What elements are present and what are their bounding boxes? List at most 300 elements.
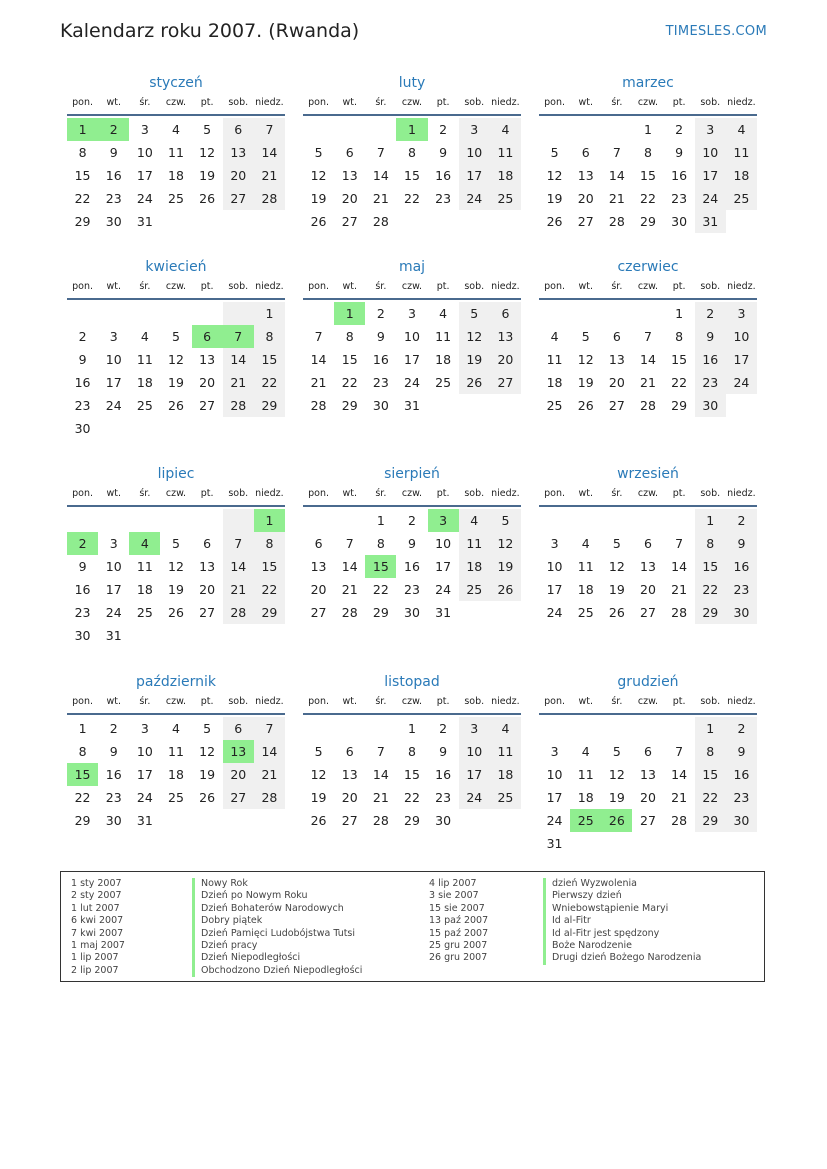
day-cell: 12 xyxy=(577,352,594,367)
day-cell: 27 xyxy=(640,813,656,828)
day-cell: 14 xyxy=(341,559,358,574)
weekday-label: pt. xyxy=(200,488,214,499)
day-cell: 2 xyxy=(78,329,87,344)
weekday-label: czw. xyxy=(637,97,659,108)
day-cell: 14 xyxy=(310,352,327,367)
legend-date: 3 sie 2007 xyxy=(429,890,479,902)
day-cell: 15 xyxy=(695,763,726,786)
day-cell: 28 xyxy=(341,605,358,620)
day-cell: 15 xyxy=(74,168,91,183)
day-cell: 14 xyxy=(372,767,389,782)
day-cell: 25 xyxy=(490,786,521,809)
day-grid xyxy=(539,717,757,855)
weekday-label: pon. xyxy=(308,488,330,499)
day-cell: 27 xyxy=(223,786,254,809)
day-cell: 2 xyxy=(726,717,757,740)
day-cell: 2 xyxy=(695,302,726,325)
weekday-label: śr. xyxy=(375,97,387,108)
day-cell: 23 xyxy=(435,790,452,805)
day-cell: 3 xyxy=(140,721,149,736)
weekday-label: śr. xyxy=(375,488,387,499)
day-cell: 14 xyxy=(223,348,254,371)
day-cell: 26 xyxy=(168,605,184,620)
empty-cell xyxy=(192,509,223,532)
weekday-label: pt. xyxy=(436,696,450,707)
empty-cell xyxy=(192,624,223,647)
empty-cell xyxy=(726,832,757,855)
day-cell: 31 xyxy=(404,398,420,413)
day-cell: 19 xyxy=(490,555,521,578)
day-cell: 16 xyxy=(726,763,757,786)
day-cell: 12 xyxy=(310,168,327,183)
day-cell: 26 xyxy=(577,398,594,413)
day-cell: 4 xyxy=(550,329,559,344)
day-cell: 20 xyxy=(640,790,656,805)
day-cell: 26 xyxy=(608,605,625,620)
day-cell: 22 xyxy=(254,371,285,394)
day-cell: 7 xyxy=(223,532,254,555)
day-cell: 25 xyxy=(459,578,490,601)
empty-cell xyxy=(129,417,160,440)
day-cell: 17 xyxy=(435,559,452,574)
day-cell: 1 xyxy=(254,509,285,532)
day-cell: 25 xyxy=(577,605,594,620)
day-cell: 21 xyxy=(671,790,688,805)
weekday-label: sob. xyxy=(700,696,721,707)
day-cell: 19 xyxy=(199,767,216,782)
day-cell: 18 xyxy=(168,767,184,782)
month-name: czerwiec xyxy=(617,259,679,275)
day-cell: 28 xyxy=(310,398,327,413)
day-cell: 9 xyxy=(408,536,416,551)
day-cell: 8 xyxy=(345,329,354,344)
day-cell: 25 xyxy=(570,809,601,832)
empty-cell xyxy=(129,509,160,532)
weekday-label: śr. xyxy=(139,488,151,499)
day-cell: 4 xyxy=(140,329,149,344)
day-cell: 26 xyxy=(168,398,184,413)
day-grid xyxy=(539,509,757,624)
empty-cell xyxy=(223,809,254,832)
day-cell: 20 xyxy=(341,790,358,805)
legend-holiday-name: Dzień po Nowym Roku xyxy=(192,890,362,902)
day-cell: 19 xyxy=(608,582,625,597)
day-cell: 24 xyxy=(136,790,153,805)
day-cell: 14 xyxy=(640,352,656,367)
weekday-label: śr. xyxy=(611,281,623,292)
day-cell: 31 xyxy=(105,628,122,643)
day-cell: 2 xyxy=(109,721,118,736)
day-cell: 4 xyxy=(459,509,490,532)
day-cell: 15 xyxy=(404,168,420,183)
legend-date: 2 lip 2007 xyxy=(71,964,119,976)
day-cell: 12 xyxy=(546,168,563,183)
day-cell: 14 xyxy=(223,555,254,578)
day-cell: 22 xyxy=(254,578,285,601)
day-cell: 13 xyxy=(341,168,358,183)
weekday-label: sob. xyxy=(228,696,249,707)
day-cell: 16 xyxy=(372,352,389,367)
day-cell: 6 xyxy=(345,145,354,160)
legend-holiday-name: Id al-Fitr jest spędzony xyxy=(543,928,701,940)
legend-holiday-name: Wniebowstąpienie Maryi xyxy=(543,903,701,915)
legend-right-dates xyxy=(429,878,488,965)
day-cell: 1 xyxy=(396,118,427,141)
day-cell: 7 xyxy=(376,744,385,759)
day-cell: 3 xyxy=(550,536,559,551)
day-cell: 13 xyxy=(199,559,216,574)
day-cell: 31 xyxy=(435,605,452,620)
empty-cell xyxy=(695,832,726,855)
weekday-label: sob. xyxy=(228,488,249,499)
day-cell: 24 xyxy=(459,187,490,210)
day-grid xyxy=(539,118,757,233)
empty-cell xyxy=(539,118,570,141)
weekday-label: czw. xyxy=(637,281,659,292)
day-cell: 7 xyxy=(223,325,254,348)
weekday-label: czw. xyxy=(401,696,423,707)
legend-date: 1 lut 2007 xyxy=(71,902,120,914)
day-cell: 17 xyxy=(546,582,563,597)
day-cell: 9 xyxy=(78,352,87,367)
weekday-label: pt. xyxy=(436,281,450,292)
empty-cell xyxy=(223,210,254,233)
month-block xyxy=(67,671,285,832)
day-cell: 16 xyxy=(105,168,122,183)
day-cell: 3 xyxy=(726,302,757,325)
legend-holiday-name: dzień Wyzwolenia xyxy=(543,878,701,890)
legend-right-names xyxy=(543,878,701,965)
empty-cell xyxy=(98,302,129,325)
day-cell: 5 xyxy=(203,122,212,137)
weekday-label: śr. xyxy=(139,97,151,108)
empty-cell xyxy=(303,302,334,325)
day-cell: 12 xyxy=(608,767,625,782)
empty-cell xyxy=(632,717,663,740)
empty-cell xyxy=(254,417,285,440)
day-cell: 14 xyxy=(671,767,688,782)
empty-cell xyxy=(539,717,570,740)
weekday-header xyxy=(303,485,521,507)
weekday-label: czw. xyxy=(637,696,659,707)
day-cell: 18 xyxy=(546,375,563,390)
day-cell: 1 xyxy=(695,717,726,740)
day-cell: 9 xyxy=(726,740,757,763)
day-cell: 16 xyxy=(74,375,91,390)
empty-cell xyxy=(570,509,601,532)
day-cell: 11 xyxy=(435,329,452,344)
month-name: styczeń xyxy=(149,75,203,91)
weekday-label: sob. xyxy=(464,281,485,292)
day-cell: 18 xyxy=(490,763,521,786)
day-cell: 9 xyxy=(675,145,684,160)
month-name: lipiec xyxy=(157,466,195,482)
day-cell: 14 xyxy=(608,168,625,183)
day-cell: 10 xyxy=(546,767,563,782)
weekday-label: pt. xyxy=(200,696,214,707)
day-cell: 25 xyxy=(136,398,153,413)
day-cell: 9 xyxy=(109,744,118,759)
day-cell: 20 xyxy=(490,348,521,371)
weekday-label: czw. xyxy=(165,696,187,707)
weekday-label: pt. xyxy=(200,281,214,292)
weekday-label: śr. xyxy=(611,488,623,499)
weekday-label: śr. xyxy=(611,696,623,707)
day-cell: 13 xyxy=(640,559,656,574)
day-cell: 2 xyxy=(675,122,684,137)
empty-cell xyxy=(664,832,695,855)
day-cell: 28 xyxy=(671,605,688,620)
day-cell: 4 xyxy=(726,118,757,141)
day-cell: 14 xyxy=(671,559,688,574)
day-cell: 6 xyxy=(581,145,590,160)
day-cell: 11 xyxy=(136,352,153,367)
day-cell: 10 xyxy=(404,329,420,344)
day-cell: 28 xyxy=(254,187,285,210)
weekday-label: pt. xyxy=(200,97,214,108)
day-cell: 6 xyxy=(203,536,212,551)
day-cell: 6 xyxy=(314,536,323,551)
day-cell: 9 xyxy=(439,744,448,759)
empty-cell xyxy=(160,210,191,233)
weekday-label: wt. xyxy=(578,488,593,499)
day-cell: 8 xyxy=(376,536,385,551)
day-cell: 17 xyxy=(404,352,420,367)
day-cell: 13 xyxy=(199,352,216,367)
day-cell: 30 xyxy=(726,601,757,624)
day-cell: 3 xyxy=(109,536,118,551)
day-cell: 5 xyxy=(314,744,323,759)
month-name: wrzesień xyxy=(617,466,679,482)
weekday-label: śr. xyxy=(611,97,623,108)
day-cell: 24 xyxy=(105,398,122,413)
day-cell: 14 xyxy=(254,141,285,164)
day-cell: 11 xyxy=(459,532,490,555)
weekday-label: czw. xyxy=(165,97,187,108)
day-cell: 27 xyxy=(199,605,216,620)
day-cell: 5 xyxy=(459,302,490,325)
weekday-label: niedz. xyxy=(727,97,756,108)
day-cell: 13 xyxy=(577,168,594,183)
day-cell: 5 xyxy=(203,721,212,736)
weekday-label: wt. xyxy=(106,97,121,108)
empty-cell xyxy=(726,210,757,233)
day-cell: 10 xyxy=(105,352,122,367)
day-cell: 19 xyxy=(199,168,216,183)
weekday-label: sob. xyxy=(464,97,485,108)
weekday-label: pon. xyxy=(544,488,566,499)
day-cell: 19 xyxy=(608,790,625,805)
day-cell: 26 xyxy=(199,790,216,805)
legend-holiday-name: Obchodzono Dzień Niepodległości xyxy=(192,965,362,977)
month-block xyxy=(539,463,757,624)
day-cell: 29 xyxy=(74,214,91,229)
day-cell: 3 xyxy=(109,329,118,344)
day-grid xyxy=(539,302,757,417)
day-cell: 17 xyxy=(459,763,490,786)
empty-cell xyxy=(223,302,254,325)
month-name: grudzień xyxy=(617,674,679,690)
day-cell: 10 xyxy=(105,559,122,574)
day-cell: 10 xyxy=(136,744,153,759)
empty-cell xyxy=(539,302,570,325)
weekday-header xyxy=(303,278,521,300)
day-cell: 19 xyxy=(168,375,184,390)
day-cell: 27 xyxy=(341,813,358,828)
day-cell: 23 xyxy=(372,375,389,390)
day-cell: 11 xyxy=(168,744,184,759)
day-cell: 5 xyxy=(550,145,559,160)
day-grid xyxy=(303,717,521,832)
holiday-legend xyxy=(60,871,765,982)
day-cell: 5 xyxy=(172,536,180,551)
day-cell: 25 xyxy=(726,187,757,210)
day-cell: 27 xyxy=(223,187,254,210)
month-name: październik xyxy=(136,674,216,690)
day-cell: 18 xyxy=(435,352,452,367)
empty-cell xyxy=(601,302,632,325)
empty-cell xyxy=(192,809,223,832)
weekday-label: czw. xyxy=(165,281,187,292)
day-cell: 11 xyxy=(546,352,563,367)
weekday-label: wt. xyxy=(342,488,357,499)
empty-cell xyxy=(428,210,459,233)
day-cell: 13 xyxy=(223,141,254,164)
weekday-header xyxy=(539,485,757,507)
day-cell: 24 xyxy=(136,191,153,206)
day-cell: 2 xyxy=(67,532,98,555)
day-cell: 6 xyxy=(644,744,652,759)
legend-holiday-name: Dzień pracy xyxy=(192,940,362,952)
weekday-label: pon. xyxy=(308,97,330,108)
day-cell: 22 xyxy=(372,582,389,597)
day-cell: 30 xyxy=(74,421,91,436)
day-cell: 4 xyxy=(581,536,590,551)
day-cell: 19 xyxy=(310,790,327,805)
weekday-label: niedz. xyxy=(255,97,284,108)
legend-date: 2 sty 2007 xyxy=(71,890,122,902)
day-cell: 17 xyxy=(459,164,490,187)
day-cell: 4 xyxy=(129,532,160,555)
day-cell: 2 xyxy=(439,721,448,736)
empty-cell xyxy=(601,717,632,740)
brand-link[interactable]: TIMESLES.COM xyxy=(665,24,767,39)
day-cell: 12 xyxy=(310,767,327,782)
day-cell: 19 xyxy=(577,375,594,390)
day-cell: 12 xyxy=(608,559,625,574)
weekday-label: wt. xyxy=(578,97,593,108)
day-cell: 4 xyxy=(172,122,180,137)
day-cell: 30 xyxy=(372,398,389,413)
day-cell: 6 xyxy=(223,717,254,740)
day-cell: 17 xyxy=(546,790,563,805)
day-cell: 3 xyxy=(459,717,490,740)
weekday-label: wt. xyxy=(342,281,357,292)
day-cell: 15 xyxy=(671,352,688,367)
day-cell: 1 xyxy=(644,122,652,137)
month-name: luty xyxy=(398,75,426,91)
day-cell: 5 xyxy=(612,744,621,759)
day-cell: 20 xyxy=(199,375,216,390)
day-cell: 16 xyxy=(435,767,452,782)
day-cell: 11 xyxy=(490,141,521,164)
month-block xyxy=(303,671,521,832)
day-cell: 31 xyxy=(546,836,563,851)
day-cell: 12 xyxy=(199,744,216,759)
legend-holiday-name: Dzień Pamięci Ludobójstwa Tutsi xyxy=(192,928,362,940)
page-title: Kalendarz roku 2007. (Rwanda) xyxy=(60,20,360,42)
empty-cell xyxy=(365,118,396,141)
day-cell: 20 xyxy=(310,582,327,597)
weekday-header xyxy=(67,278,285,300)
day-cell: 24 xyxy=(546,813,563,828)
day-cell: 14 xyxy=(372,168,389,183)
day-cell: 23 xyxy=(726,786,757,809)
legend-holiday-name: Id al-Fitr xyxy=(543,915,701,927)
day-cell: 25 xyxy=(546,398,563,413)
day-cell: 23 xyxy=(671,191,688,206)
day-cell: 23 xyxy=(435,191,452,206)
day-cell: 8 xyxy=(695,740,726,763)
day-cell: 22 xyxy=(74,191,91,206)
day-cell: 28 xyxy=(254,786,285,809)
empty-cell xyxy=(632,302,663,325)
weekday-label: niedz. xyxy=(491,488,520,499)
day-cell: 6 xyxy=(345,744,354,759)
day-cell: 10 xyxy=(136,145,153,160)
day-cell: 11 xyxy=(726,141,757,164)
day-cell: 29 xyxy=(372,605,389,620)
day-cell: 4 xyxy=(490,118,521,141)
day-cell: 5 xyxy=(172,329,180,344)
day-cell: 12 xyxy=(459,325,490,348)
weekday-label: sob. xyxy=(228,97,249,108)
day-cell: 3 xyxy=(695,118,726,141)
day-cell: 3 xyxy=(550,744,559,759)
legend-left-dates xyxy=(71,878,125,977)
day-cell: 7 xyxy=(644,329,652,344)
legend-holiday-name: Dzień Bohaterów Narodowych xyxy=(192,903,362,915)
empty-cell xyxy=(570,302,601,325)
weekday-label: niedz. xyxy=(727,696,756,707)
day-cell: 21 xyxy=(310,375,327,390)
day-cell: 13 xyxy=(640,767,656,782)
empty-cell xyxy=(223,509,254,532)
day-cell: 15 xyxy=(365,555,396,578)
month-name: listopad xyxy=(384,674,440,690)
day-cell: 16 xyxy=(726,555,757,578)
day-cell: 9 xyxy=(376,329,385,344)
day-cell: 11 xyxy=(577,767,594,782)
legend-holiday-name: Nowy Rok xyxy=(192,878,362,890)
day-cell: 13 xyxy=(223,740,254,763)
day-cell: 30 xyxy=(74,628,91,643)
day-cell: 15 xyxy=(404,767,420,782)
day-cell: 16 xyxy=(695,348,726,371)
day-cell: 28 xyxy=(372,813,389,828)
day-cell: 23 xyxy=(74,398,91,413)
legend-date: 15 paź 2007 xyxy=(429,927,489,939)
day-cell: 27 xyxy=(640,605,656,620)
weekday-label: pon. xyxy=(72,696,94,707)
day-cell: 8 xyxy=(695,532,726,555)
day-cell: 10 xyxy=(459,141,490,164)
empty-cell xyxy=(459,210,490,233)
day-cell: 19 xyxy=(459,348,490,371)
weekday-label: czw. xyxy=(637,488,659,499)
day-cell: 21 xyxy=(254,164,285,187)
weekday-label: pon. xyxy=(72,97,94,108)
